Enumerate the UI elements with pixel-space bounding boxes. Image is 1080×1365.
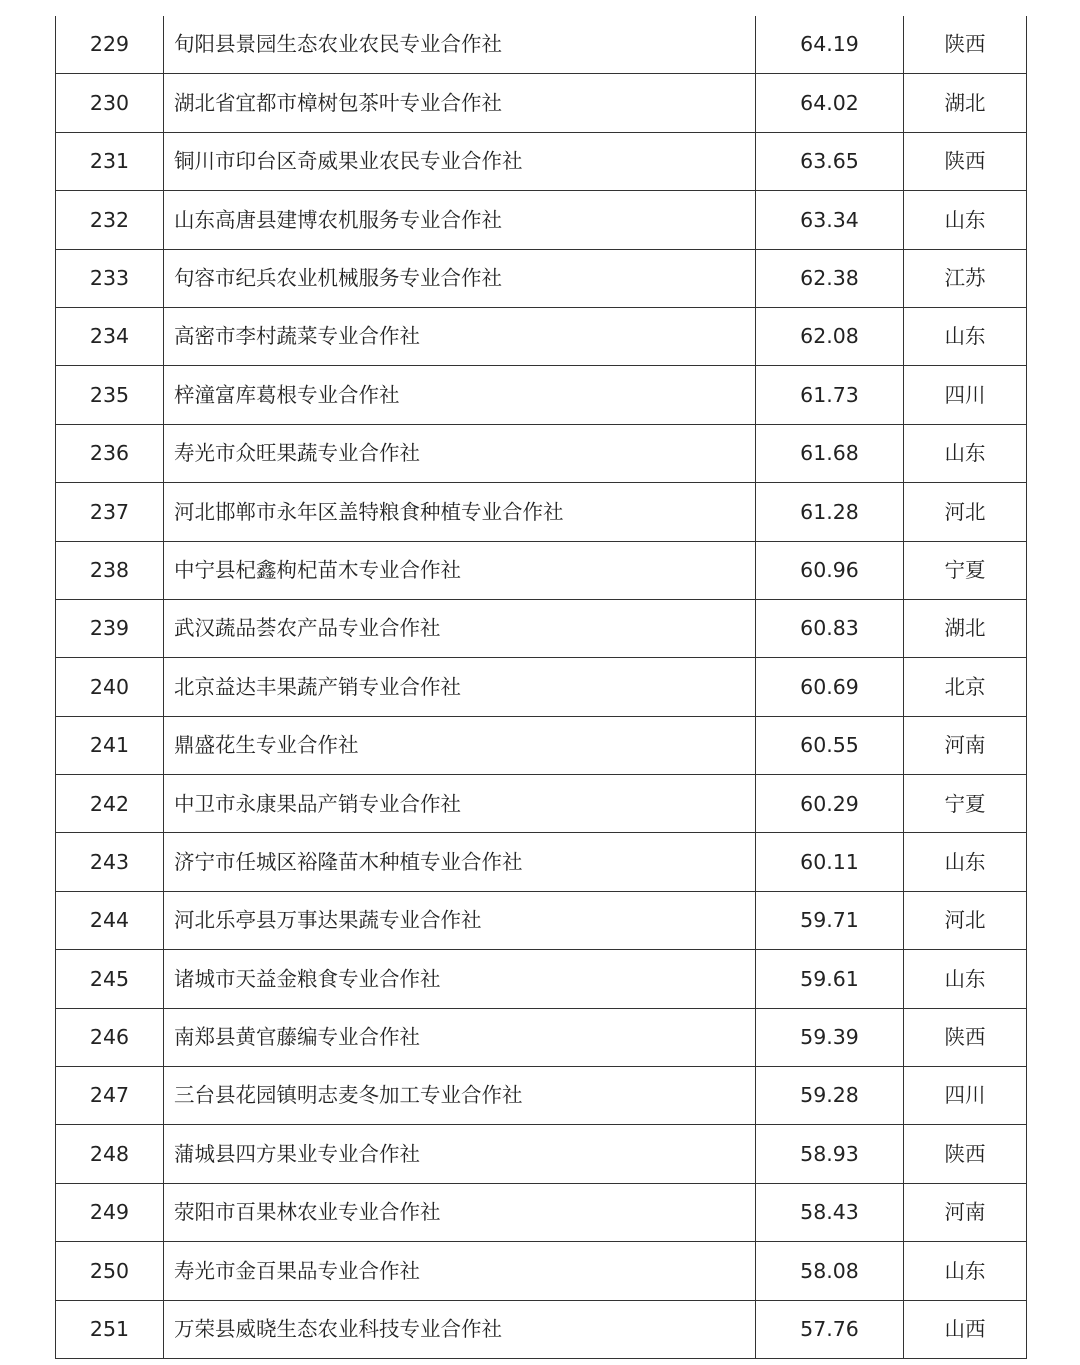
score-cell: 60.96 [756,541,904,599]
rank-cell: 230 [56,74,164,132]
cooperative-name-cell: 旬阳县景园生态农业农民专业合作社 [164,16,756,74]
score-cell: 62.08 [756,307,904,365]
province-cell: 陕西 [904,1008,1027,1066]
province-cell: 宁夏 [904,775,1027,833]
table-row [56,249,1027,307]
cooperative-name-cell: 梓潼富库葛根专业合作社 [164,366,756,424]
cooperative-name-cell: 诸城市天益金粮食专业合作社 [164,950,756,1008]
province-cell: 山东 [904,424,1027,482]
cooperative-name-cell: 湖北省宜都市樟树包茶叶专业合作社 [164,74,756,132]
score-cell: 57.76 [756,1300,904,1358]
score-cell: 59.39 [756,1008,904,1066]
rank-cell: 246 [56,1008,164,1066]
province-cell: 宁夏 [904,541,1027,599]
table-row [56,16,1027,74]
province-cell: 湖北 [904,74,1027,132]
cooperative-name-cell: 济宁市任城区裕隆苗木种植专业合作社 [164,833,756,891]
table-row [56,1125,1027,1183]
score-cell: 60.69 [756,658,904,716]
cooperative-name-cell: 句容市纪兵农业机械服务专业合作社 [164,249,756,307]
cooperative-name-cell: 蒲城县四方果业专业合作社 [164,1125,756,1183]
table-row [56,483,1027,541]
rank-cell: 243 [56,833,164,891]
province-cell: 陕西 [904,16,1027,74]
cooperative-name-cell: 高密市李村蔬菜专业合作社 [164,307,756,365]
table-row [56,424,1027,482]
rank-cell: 234 [56,307,164,365]
score-cell: 58.08 [756,1242,904,1300]
score-cell: 60.11 [756,833,904,891]
score-cell: 62.38 [756,249,904,307]
table-row [56,658,1027,716]
cooperative-name-cell: 河北乐亭县万事达果蔬专业合作社 [164,891,756,949]
score-cell: 58.93 [756,1125,904,1183]
rank-cell: 232 [56,191,164,249]
rank-cell: 237 [56,483,164,541]
province-cell: 湖北 [904,599,1027,657]
province-cell: 河南 [904,1183,1027,1241]
cooperative-name-cell: 中宁县杞鑫枸杞苗木专业合作社 [164,541,756,599]
cooperative-name-cell: 北京益达丰果蔬产销专业合作社 [164,658,756,716]
rank-cell: 236 [56,424,164,482]
score-cell: 59.28 [756,1067,904,1125]
rank-cell: 238 [56,541,164,599]
score-cell: 63.34 [756,191,904,249]
cooperative-name-cell: 三台县花园镇明志麦冬加工专业合作社 [164,1067,756,1125]
score-cell: 61.73 [756,366,904,424]
score-cell: 59.71 [756,891,904,949]
score-cell: 61.68 [756,424,904,482]
rank-cell: 235 [56,366,164,424]
table-row [56,833,1027,891]
cooperative-name-cell: 中卫市永康果品产销专业合作社 [164,775,756,833]
cooperative-name-cell: 河北邯郸市永年区盖特粮食种植专业合作社 [164,483,756,541]
province-cell: 陕西 [904,1125,1027,1183]
table-row [56,716,1027,774]
rank-cell: 249 [56,1183,164,1241]
table-row [56,74,1027,132]
rank-cell: 231 [56,132,164,190]
score-cell: 61.28 [756,483,904,541]
province-cell: 山东 [904,833,1027,891]
province-cell: 江苏 [904,249,1027,307]
score-cell: 59.61 [756,950,904,1008]
cooperative-name-cell: 南郑县黄官藤编专业合作社 [164,1008,756,1066]
province-cell: 山东 [904,950,1027,1008]
cooperative-name-cell: 武汉蔬品荟农产品专业合作社 [164,599,756,657]
table-row [56,1008,1027,1066]
table-row [56,950,1027,1008]
province-cell: 河南 [904,716,1027,774]
province-cell: 四川 [904,1067,1027,1125]
cooperative-name-cell: 万荣县威晓生态农业科技专业合作社 [164,1300,756,1358]
table-row [56,541,1027,599]
rank-cell: 240 [56,658,164,716]
rank-cell: 242 [56,775,164,833]
province-cell: 山东 [904,307,1027,365]
score-cell: 60.55 [756,716,904,774]
score-cell: 64.02 [756,74,904,132]
table-row [56,599,1027,657]
score-cell: 60.29 [756,775,904,833]
rank-cell: 247 [56,1067,164,1125]
province-cell: 北京 [904,658,1027,716]
ranking-table [55,16,1027,1359]
cooperative-name-cell: 鼎盛花生专业合作社 [164,716,756,774]
ranking-table-body [56,16,1027,1358]
rank-cell: 233 [56,249,164,307]
score-cell: 63.65 [756,132,904,190]
table-row [56,1242,1027,1300]
rank-cell: 244 [56,891,164,949]
score-cell: 60.83 [756,599,904,657]
table-row [56,1067,1027,1125]
rank-cell: 245 [56,950,164,1008]
cooperative-name-cell: 寿光市金百果品专业合作社 [164,1242,756,1300]
table-row [56,132,1027,190]
rank-cell: 229 [56,16,164,74]
province-cell: 河北 [904,483,1027,541]
province-cell: 山东 [904,1242,1027,1300]
cooperative-name-cell: 山东高唐县建博农机服务专业合作社 [164,191,756,249]
rank-cell: 251 [56,1300,164,1358]
province-cell: 陕西 [904,132,1027,190]
table-row [56,1183,1027,1241]
province-cell: 四川 [904,366,1027,424]
cooperative-name-cell: 寿光市众旺果蔬专业合作社 [164,424,756,482]
table-row [56,1300,1027,1358]
table-row [56,366,1027,424]
score-cell: 58.43 [756,1183,904,1241]
province-cell: 山东 [904,191,1027,249]
score-cell: 64.19 [756,16,904,74]
ranking-table-container [55,16,1026,1359]
cooperative-name-cell: 荥阳市百果林农业专业合作社 [164,1183,756,1241]
table-row [56,191,1027,249]
table-row [56,891,1027,949]
table-row [56,307,1027,365]
rank-cell: 241 [56,716,164,774]
province-cell: 山西 [904,1300,1027,1358]
table-row [56,775,1027,833]
cooperative-name-cell: 铜川市印台区奇威果业农民专业合作社 [164,132,756,190]
province-cell: 河北 [904,891,1027,949]
rank-cell: 239 [56,599,164,657]
rank-cell: 248 [56,1125,164,1183]
rank-cell: 250 [56,1242,164,1300]
